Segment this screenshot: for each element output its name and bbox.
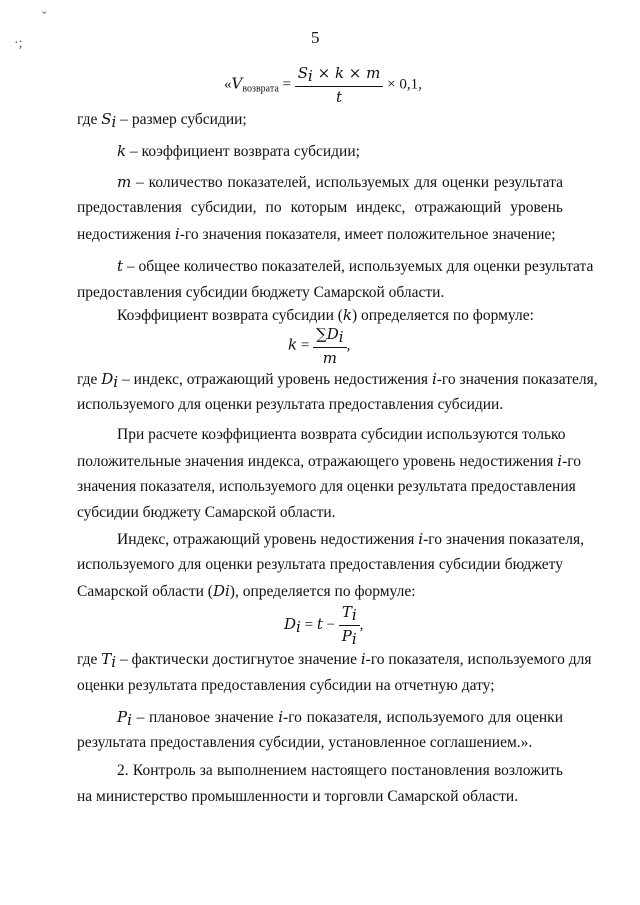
definition-m-line2: предоставления субсидии, по которым индекс, отражающий уровень bbox=[77, 199, 563, 216]
definition-pi-line1: $P_i$ – плановое значение i-го показателя, используемого для оценки bbox=[117, 708, 563, 729]
para-index-line2: используемого для оценки результата предоставления субсидии бюджету bbox=[77, 556, 563, 573]
definition-ti-line2: оценки результата предоставления субсидии на отчетную дату; bbox=[77, 677, 495, 694]
formula-d: $D_i = t$ − $\frac{T_i}{P_i}$ , bbox=[284, 603, 364, 648]
para-index-line1: Индекс, отражающий уровень недостижения i-го значения показателя, bbox=[117, 530, 584, 548]
scan-mark: ˇ bbox=[42, 10, 47, 25]
definition-ti-line1: где $T_i$ – фактически достигнутое значение i-го показателя, используемого для bbox=[77, 650, 592, 671]
definition-pi-line2: результата предоставления субсидии, установленное соглашением.». bbox=[77, 734, 533, 751]
definition-t-line1: t – общее количество показателей, используемых для оценки результата bbox=[117, 257, 594, 275]
formula-k: k = $\frac{\sum D_i}{m}$ , bbox=[288, 325, 351, 367]
para-calc-line4: субсидии бюджету Самарской области. bbox=[77, 504, 336, 521]
para-calc-line1: При расчете коэффициента возврата субсидии используются только bbox=[117, 426, 566, 443]
para-control-line2: на министерство промышленности и торговли Самарской области. bbox=[77, 788, 519, 805]
k-intro: Коэффициент возврата субсидии (k) определяется по формуле: bbox=[117, 306, 534, 324]
para-index-line3: Самарской области (Di), определяется по формуле: bbox=[77, 582, 416, 600]
definition-k: k – коэффициент возврата субсидии; bbox=[117, 142, 360, 160]
para-calc-line2: положительные значения индекса, отражающего уровень недостижения i-го bbox=[77, 452, 581, 470]
definition-di-line1: где $D_i$ – индекс, отражающий уровень недостижения i-го значения показателя, bbox=[77, 370, 598, 391]
page-number: 5 bbox=[311, 28, 320, 47]
definition-t-line2: предоставления субсидии бюджету Самарской области. bbox=[77, 284, 445, 301]
definition-m-line3: недостижения i-го значения показателя, имеет положительное значение; bbox=[77, 225, 556, 243]
definition-si: где $S_i$ – размер субсидии; bbox=[77, 110, 247, 131]
para-calc-line3: значения показателя, используемого для оценки результата предоставления bbox=[77, 478, 576, 495]
definition-m-line1: m – количество показателей, используемых для оценки результата bbox=[117, 173, 563, 191]
scan-mark: ·; bbox=[14, 36, 23, 51]
para-control-line1: 2. Контроль за выполнением настоящего постановления возложить bbox=[117, 762, 563, 779]
definition-di-line2: используемого для оценки результата предоставления субсидии. bbox=[77, 396, 504, 413]
formula-v-vozvrata: «$V_{возврата}$ = $\frac{S_i \times k \times m}{t}$ × 0,1, bbox=[224, 64, 422, 106]
